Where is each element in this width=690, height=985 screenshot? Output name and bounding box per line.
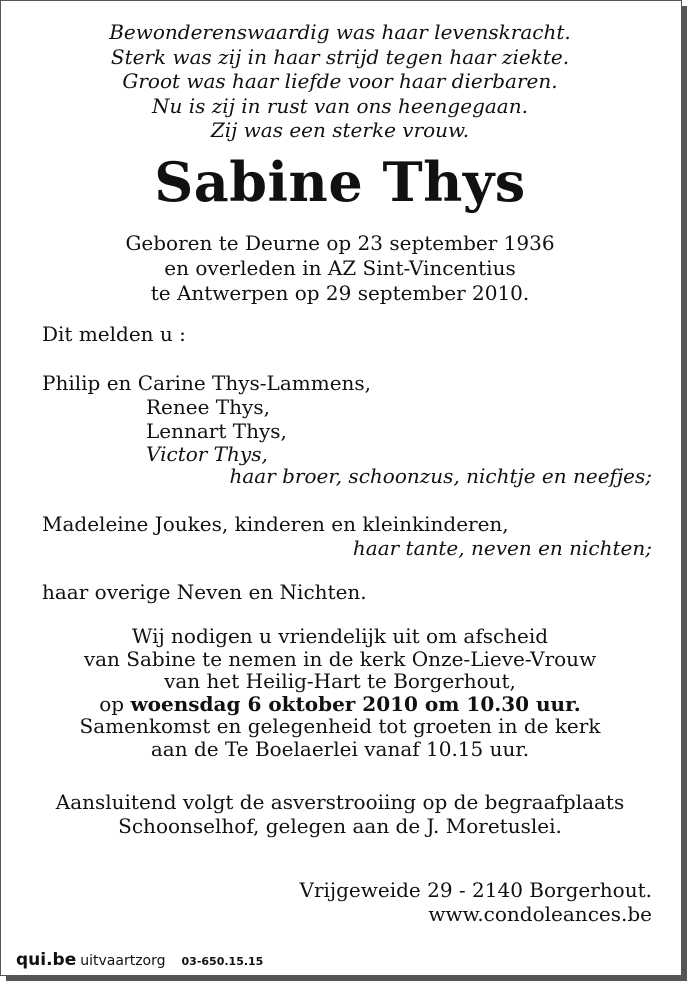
brand-logo: qui.be — [16, 950, 77, 970]
family-relation: haar tante, neven en nichten; — [352, 536, 652, 560]
invitation-line: aan de Te Boelaerlei vanaf 10.15 uur. — [150, 736, 530, 761]
family-member: Lennart Thys, — [146, 419, 287, 443]
invitation-date: woensdag 6 oktober 2010 om 10.30 uur. — [130, 691, 581, 716]
family-member: Renee Thys, — [146, 395, 270, 419]
family-second: Madeleine Joukes, kinderen en kleinkinderen, — [42, 512, 509, 536]
website-link[interactable]: www.condoleances.be — [428, 901, 652, 926]
family-member: Victor Thys, — [146, 442, 268, 466]
invitation — [0, 625, 680, 760]
poem-line: Nu is zij in rust van ons heengegaan. — [152, 93, 528, 118]
poem-line: Groot was haar liefde voor haar dierbaren. — [122, 69, 558, 93]
invitation-line: Wij nodigen u vriendelijk uit om afscheid — [131, 624, 549, 648]
invitation-line: van Sabine te nemen in de kerk Onze-Lieve-Vrouw — [83, 646, 597, 671]
burial-line: Schoonselhof, gelegen aan de J. Moretuslei. — [118, 814, 562, 838]
burial-info — [0, 790, 680, 838]
family-first: Philip en Carine Thys-Lammens, — [42, 371, 372, 395]
invitation-line: van het Heilig-Hart te Borgerhout, — [164, 669, 516, 693]
memorial-poem — [0, 20, 680, 143]
address: Vrijgeweide 29 - 2140 Borgerhout. — [299, 878, 652, 902]
contact-block — [300, 879, 652, 926]
funeral-home-footer — [16, 950, 263, 970]
burial-line: Aansluitend volgt de asverstrooiing op de begraafplaats — [55, 790, 625, 814]
phone-number: 03-650.15.15 — [181, 955, 264, 968]
poem-line: Zij was een sterke vrouw. — [210, 118, 470, 142]
poem-line: Bewonderenswaardig was haar levenskracht. — [109, 20, 571, 44]
family-third: haar overige Neven en Nichten. — [42, 580, 367, 604]
poem-line: Sterk was zij in haar strijd tegen haar ziekte. — [110, 44, 570, 69]
card-shadow-bottom — [6, 975, 687, 981]
birth-death-details — [0, 231, 680, 306]
family-relation: haar broer, schoonzus, nichtje en neefjes; — [229, 464, 652, 488]
invitation-date-line — [0, 693, 680, 716]
intro-text: Dit melden u : — [42, 322, 186, 346]
death-place-line: te Antwerpen op 29 september 2010. — [150, 281, 530, 305]
invitation-line: Samenkomst en gelegenheid tot groeten in de kerk — [79, 714, 601, 738]
brand-subtitle: uitvaartzorg — [80, 953, 166, 969]
card-shadow-right — [681, 6, 687, 979]
deceased-name: Sabine Thys — [154, 150, 526, 214]
invitation-date-prefix: op — [99, 691, 131, 716]
death-line: en overleden in AZ Sint-Vincentius — [164, 256, 516, 280]
birth-line: Geboren te Deurne op 23 september 1936 — [125, 231, 555, 255]
